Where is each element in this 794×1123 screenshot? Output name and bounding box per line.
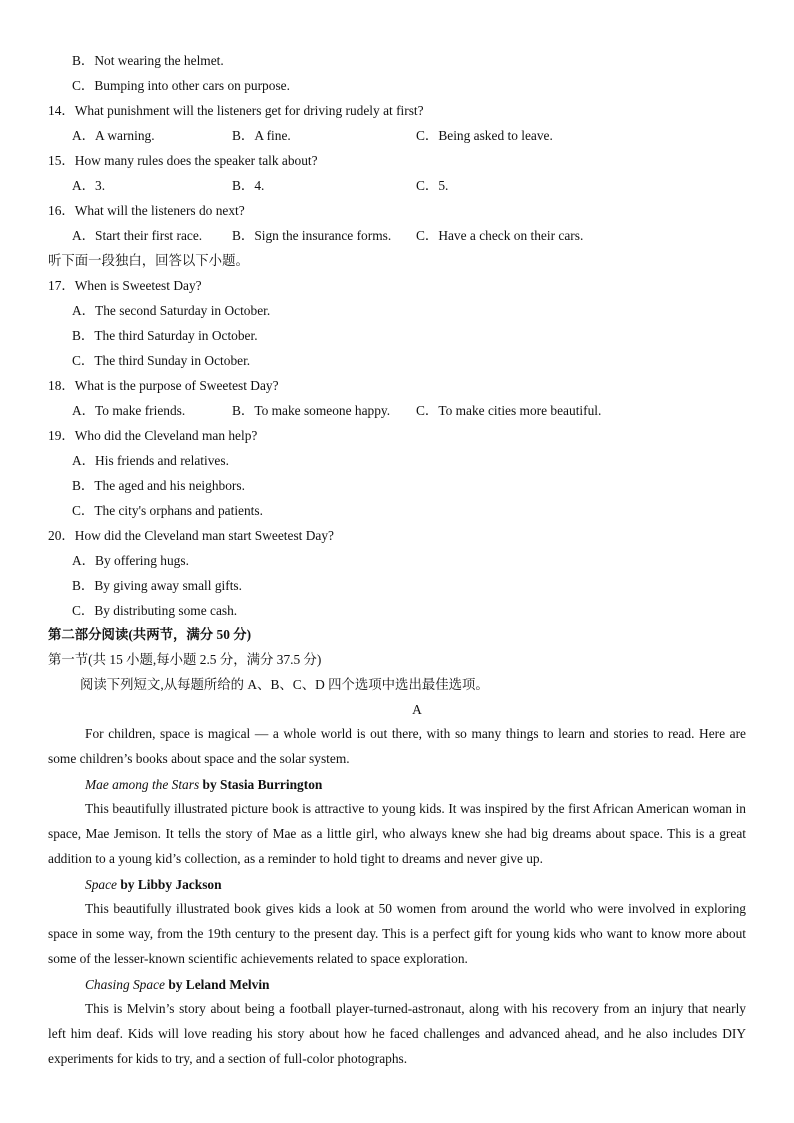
book-3-title: Chasing Space	[85, 977, 165, 992]
q14-option-b: B．A fine.	[232, 128, 291, 143]
q16-option-c: C．Have a check on their cars.	[416, 228, 584, 243]
part2-heading: 第二部分阅读(共两节，满分 50 分)	[48, 627, 252, 642]
q20-option-b: B．By giving away small gifts.	[72, 578, 242, 593]
passage-label: A	[412, 702, 422, 717]
q16-option-a: A．Start their first race.	[72, 228, 203, 243]
q14-stem: 14．What punishment will the listeners get for driving rudely at first?	[48, 103, 424, 118]
q17-stem: 17．When is Sweetest Day?	[48, 278, 202, 293]
q19-option-a: A．His friends and relatives.	[72, 453, 229, 468]
q15-stem: 15．How many rules does the speaker talk about?	[48, 153, 318, 168]
q17-option-c: C．The third Sunday in October.	[72, 353, 251, 368]
q13-option-c: C．Bumping into other cars on purpose.	[72, 78, 290, 93]
q19-stem: 19．Who did the Cleveland man help?	[48, 428, 258, 443]
q19-option-c: C．The city's orphans and patients.	[72, 503, 263, 518]
q18-option-b: B．To make someone happy.	[232, 403, 391, 418]
q19-option-b: B．The aged and his neighbors.	[72, 478, 245, 493]
q16-options	[0, 227, 794, 245]
book-2-heading	[85, 876, 222, 894]
book-1-description: This beautifully illustrated picture book is attractive to young kids. It was inspired by the first African American woman in space, Mae Jemison. It tells the story of Mae as a little girl, who always knew she had big dreams about space. This is a great addition to a young kid’s collection, as a reminder to hold tight to dreams and never give up.	[48, 801, 746, 866]
q14-options	[0, 127, 794, 145]
book-2-author: by Libby Jackson	[116, 877, 222, 892]
q15-option-b: B．4.	[232, 178, 265, 193]
monologue-instruction: 听下面一段独白，回答以下小题。	[48, 253, 249, 268]
q15-options	[0, 177, 794, 195]
q18-option-c: C．To make cities more beautiful.	[416, 403, 602, 418]
book-3-description: This is Melvin’s story about being a football player-turned-astronaut, along with his recovery from an injury that nearly left him deaf. Kids will love reading his story about how he faced challenges and advanced ahead, and he also includes DIY experiments for kids to try, and a section of full-color photographs.	[48, 1001, 746, 1066]
q15-option-c: C．5.	[416, 178, 449, 193]
q17-option-a: A．The second Saturday in October.	[72, 303, 271, 318]
q16-option-b: B．Sign the insurance forms.	[232, 228, 392, 243]
q14-option-c: C．Being asked to leave.	[416, 128, 553, 143]
book-1-author: by Stasia Burrington	[199, 777, 323, 792]
q18-options	[0, 402, 794, 420]
q16-stem: 16．What will the listeners do next?	[48, 203, 245, 218]
q17-option-b: B．The third Saturday in October.	[72, 328, 258, 343]
book-2-title: Space	[85, 877, 117, 892]
book-1-heading	[85, 776, 322, 794]
q13-option-b: B．Not wearing the helmet.	[72, 53, 224, 68]
q20-stem: 20．How did the Cleveland man start Sweetest Day?	[48, 528, 334, 543]
book-2-description: This beautifully illustrated book gives kids a look at 50 women from around the world who were involved in exploring space in some way, from the 19th century to the present day. This is a perfect gift for young kids who want to know more about some of the lesser-known scientific achievements related to space exploration.	[48, 901, 746, 966]
q18-stem: 18．What is the purpose of Sweetest Day?	[48, 378, 279, 393]
q20-option-a: A．By offering hugs.	[72, 553, 189, 568]
book-1-title: Mae among the Stars	[85, 777, 200, 792]
q18-option-a: A．To make friends.	[72, 403, 186, 418]
book-3-author: by Leland Melvin	[164, 977, 270, 992]
q14-option-a: A．A warning.	[72, 128, 155, 143]
book-3-heading	[85, 976, 270, 994]
reading-instruction: 阅读下列短文,从每题所给的 A、B、C、D 四个选项中选出最佳选项。	[80, 677, 489, 692]
q20-option-c: C．By distributing some cash.	[72, 603, 238, 618]
section1-heading: 第一节(共 15 小题,每小题 2.5 分，满分 37.5 分)	[48, 652, 322, 667]
intro-paragraph: For children, space is magical — a whole world is out there, with so many things to learn and stories to read. Here are some children’s books about space and the solar system.	[48, 726, 746, 766]
q15-option-a: A．3.	[72, 178, 106, 193]
